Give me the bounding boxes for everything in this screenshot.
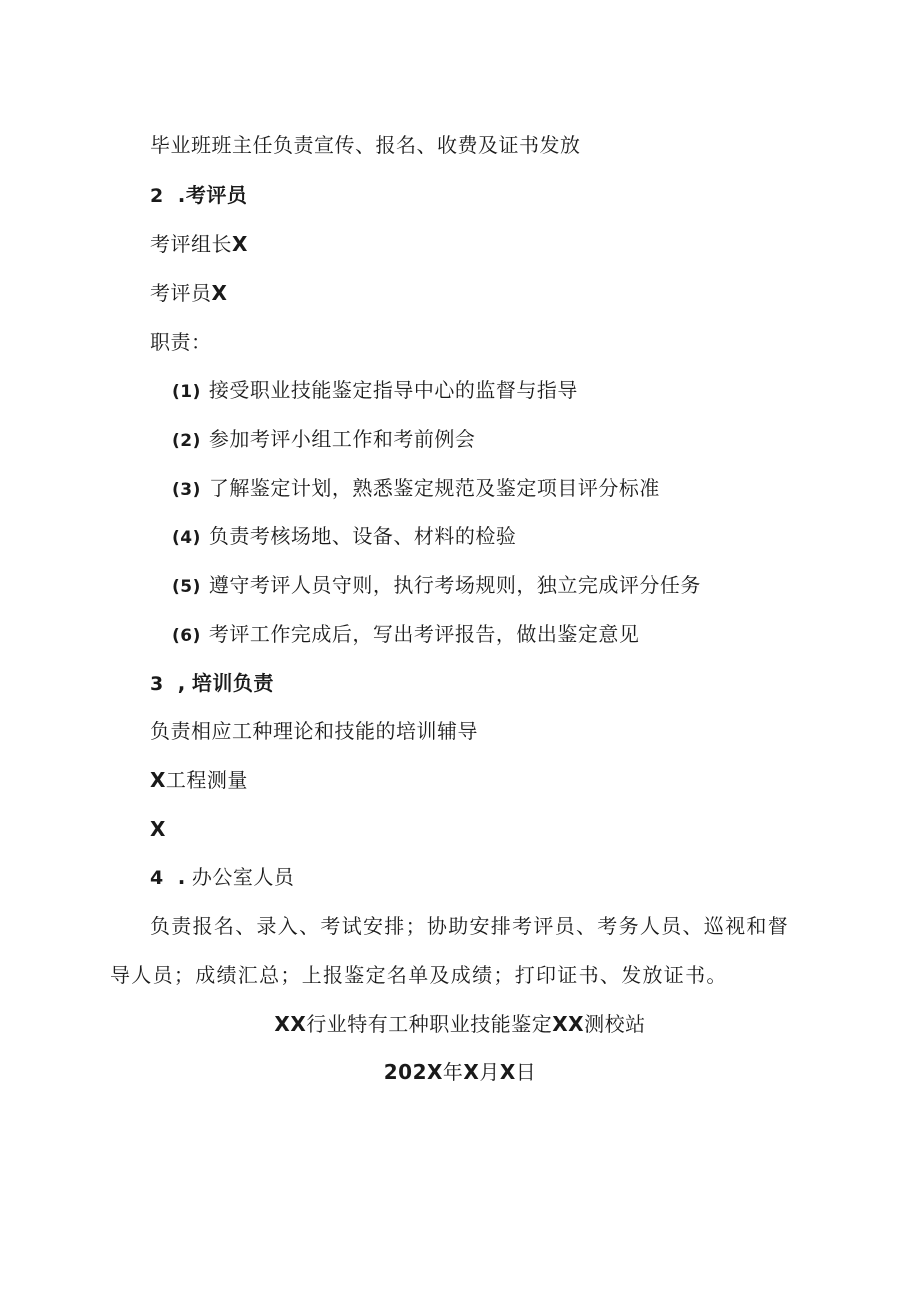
- section-3-separator: ,: [177, 671, 186, 695]
- evaluation-leader-label: 考评组长: [150, 232, 232, 256]
- duty-number: (1): [172, 382, 201, 402]
- intro-line: 毕业班班主任负责宣传、报名、收费及证书发放: [150, 133, 581, 157]
- duty-number: (3): [172, 480, 201, 500]
- org-prefix: XX: [274, 1012, 307, 1036]
- section-2-number: 2: [150, 185, 164, 207]
- duty-text: 遵守考评人员守则，执行考场规则，独立完成评分任务: [208, 573, 701, 597]
- training-description: 负责相应工种理论和技能的培训辅导: [150, 719, 478, 743]
- duty-number: (6): [172, 626, 201, 646]
- duty-item: [172, 376, 578, 406]
- date-month-unit: 月: [479, 1060, 500, 1084]
- section-4-heading: [150, 863, 294, 892]
- org-suffix: 测校站: [584, 1012, 646, 1036]
- date-month: X: [463, 1060, 480, 1084]
- section-3-heading: [150, 669, 274, 698]
- office-duties-line-2: 导人员；成绩汇总；上报鉴定名单及成绩；打印证书、发放证书。: [110, 963, 728, 987]
- training-subject-line: [150, 766, 248, 794]
- evaluator-line: [150, 279, 227, 307]
- evaluation-leader-line: [150, 230, 248, 258]
- duty-item: [172, 522, 516, 552]
- duty-item: [172, 474, 660, 504]
- training-subject-prefix: X: [150, 768, 166, 792]
- evaluator-name: X: [211, 281, 228, 305]
- date-day: X: [499, 1060, 516, 1084]
- duty-text: 了解鉴定计划，熟悉鉴定规范及鉴定项目评分标准: [208, 476, 660, 500]
- duty-text: 接受职业技能鉴定指导中心的监督与指导: [208, 378, 578, 402]
- evaluator-label: 考评员: [150, 281, 212, 305]
- section-4-separator: .: [177, 865, 186, 889]
- office-duties-line-1: 负责报名、录入、考试安排；协助安排考评员、考务人员、巡视和督: [150, 914, 789, 938]
- duty-text: 负责考核场地、设备、材料的检验: [208, 524, 517, 548]
- section-2-title: 考评员: [185, 183, 248, 207]
- section-4-number: 4: [150, 867, 164, 889]
- section-3-number: 3: [150, 673, 164, 695]
- section-4-title: 办公室人员: [191, 865, 295, 889]
- section-3-title: 培训负责: [191, 671, 274, 695]
- training-placeholder-line: X: [150, 817, 166, 841]
- duty-item: [172, 620, 639, 650]
- duty-item: [172, 425, 475, 455]
- duties-label: 职责：: [150, 330, 212, 354]
- org-middle: 行业特有工种职业技能鉴定: [306, 1012, 553, 1036]
- date-year: 202X: [383, 1060, 443, 1084]
- section-2-heading: [150, 181, 247, 210]
- org-code: XX: [552, 1012, 585, 1036]
- duty-text: 考评工作完成后，写出考评报告，做出鉴定意见: [208, 622, 640, 646]
- section-2-separator: .: [177, 183, 186, 207]
- date-year-unit: 年: [442, 1060, 464, 1084]
- evaluation-leader-name: X: [232, 232, 248, 256]
- duty-number: (5): [172, 577, 201, 597]
- duty-number: (2): [172, 431, 201, 451]
- duty-text: 参加考评小组工作和考前例会: [208, 427, 476, 451]
- duty-number: (4): [172, 528, 201, 548]
- training-subject-text: 工程测量: [165, 768, 248, 792]
- duty-item: [172, 571, 701, 601]
- signature-organization: [0, 1010, 920, 1038]
- date-day-unit: 日: [515, 1060, 537, 1084]
- signature-date: [0, 1058, 920, 1086]
